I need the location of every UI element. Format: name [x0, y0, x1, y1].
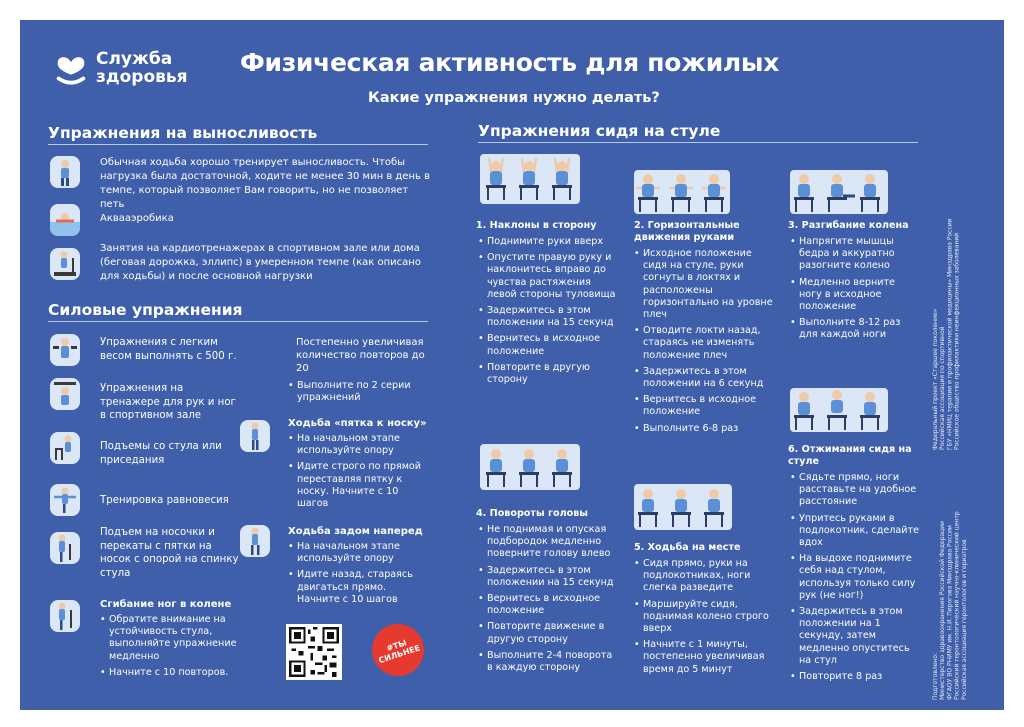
heel-toe-walk-icon — [240, 420, 270, 452]
endurance-item: Занятия на кардиотренажерах в спортивном зале или дома (беговая дорожка, эллипс) в умеренном темпе (как описано для ходьбы) и после основной нагрузки — [100, 243, 421, 282]
list-item: • Медленно верните ногу в исходное положение — [790, 277, 918, 314]
list-item: • Задержитесь в этом положении на 1 секунду, затем медленно опуститесь на стул — [790, 606, 920, 667]
credits-prepared: Подготовлено: Министерство здравоохранения Российской Федерации ФГАОУ ВО РНИМУ им. Н.И. Пирогова Минздрава России Российский геронтологический научно-клинический центр Российская ассоциация геронтологов и гериатров — [932, 511, 968, 700]
list-item: • Повторите движение в другую сторону — [478, 621, 618, 645]
list-item: • Повторите 8 раз — [790, 671, 920, 683]
knee-bend-icon — [50, 600, 80, 632]
strength-item: Тренировка равновесия — [100, 495, 229, 506]
gym-machine-icon — [50, 378, 80, 410]
walking-person-icon — [50, 156, 80, 188]
page-title: Физическая активность для пожилых — [240, 48, 780, 77]
list-item: • Идите строго по прямой переставляя пятку к носку. Начните с 10 шагов — [288, 461, 428, 510]
heel-toe-title: Ходьба «пятка к носку» — [288, 418, 427, 429]
strength-item: Подъемы со стула или приседания — [100, 441, 222, 466]
list-item: • На начальном этапе используйте опору — [288, 433, 428, 457]
backward-walk-icon — [240, 525, 270, 557]
exercise-4-list — [478, 524, 618, 678]
backward-walk-title: Ходьба задом наперед — [288, 526, 423, 537]
knee-bend-list — [100, 614, 240, 683]
heart-smile-icon — [52, 48, 90, 88]
exercise-1-list — [478, 236, 616, 390]
list-item: • Сядьте прямо, ноги расставьте на удобное расстояние — [790, 472, 920, 509]
strength-title: Силовые упражнения — [48, 301, 243, 319]
exercise-1-title: 1. Наклоны в сторону — [476, 220, 597, 231]
chair-squat-icon — [50, 432, 80, 464]
list-item: • Задержитесь в этом положении на 15 секунд — [478, 305, 616, 329]
page-subtitle: Какие упражнения нужно делать? — [368, 90, 660, 106]
exercise-6-title: 6. Отжимания сидя на стуле — [788, 444, 912, 467]
logo-line-2: здоровья — [96, 67, 188, 87]
list-item: • Выполните по 2 серии упражнений — [288, 380, 428, 404]
exercise-2-title: 2. Горизонтальные движения руками — [634, 220, 740, 243]
list-item: • Сидя прямо, руки на подлокотниках, ноги слегка разведите — [634, 558, 774, 595]
logo — [52, 48, 188, 88]
swimmer-icon — [50, 204, 80, 236]
qr-code[interactable] — [286, 624, 342, 680]
chair-pushup-illustration — [790, 388, 888, 432]
exercise-5-list — [634, 558, 774, 680]
list-item: • Вернитесь в исходное положение — [478, 593, 618, 617]
list-item: • Задержитесь в этом положении на 6 секунд — [634, 366, 774, 390]
slogan-badge: #ТЫ СИЛЬНЕЕ — [365, 617, 431, 683]
list-item: • Обратите внимание на устойчивость стула, выполняйте упражнение медленно — [100, 614, 240, 663]
arm-movement-illustration — [634, 170, 730, 214]
strength-item: Упражнения с легким весом выполнять с 500 г. — [100, 337, 237, 362]
heel-toe-list — [288, 433, 428, 514]
list-item: • Идите назад, стараясь двигаться прямо. Начните с 10 шагов — [288, 569, 428, 606]
credits-project: Федеральный проект «Старшее поколение» Российская ассоциация по спортивной ГБУ «НМИЦ терапии и профилактической медицины» Минздрава России Российское общество профилактики неинфекционных заболеваний — [932, 218, 961, 450]
list-item: • На начальном этапе используйте опору — [288, 541, 428, 565]
reps-list — [288, 380, 428, 408]
list-item: • Упритесь руками в подлокотник, сделайте вдох — [790, 513, 920, 550]
backward-walk-list — [288, 541, 428, 610]
dumbbell-person-icon — [50, 334, 80, 366]
list-item: • Задержитесь в этом положении на 15 секунд — [478, 565, 618, 589]
list-item: • Выполните 2-4 поворота в каждую сторону — [478, 650, 618, 674]
side-bend-illustration — [480, 154, 580, 204]
seated-march-illustration — [634, 484, 732, 530]
list-item: • Напрягите мышцы бедра и аккуратно разогните колено — [790, 236, 918, 273]
tiptoe-icon — [50, 532, 80, 564]
endurance-item: Аквааэробика — [100, 213, 174, 224]
endurance-title: Упражнения на выносливость — [48, 124, 318, 142]
list-item: • Выполните 6-8 раз — [634, 423, 774, 435]
head-turn-illustration — [480, 444, 580, 490]
exercise-2-list — [634, 248, 774, 439]
list-item: • Исходное положение сидя на стуле, руки согнуты в локтях и расположены горизонтально на уровне плеч — [634, 248, 774, 321]
treadmill-icon — [50, 248, 80, 280]
strength-item: Подъем на носочки и перекаты с пятки на носок с опорой на спинку стула — [100, 527, 239, 579]
list-item: • Отводите локти назад, стараясь не изменять положение плеч — [634, 325, 774, 362]
endurance-item: Обычная ходьба хорошо тренирует выносливость. Чтобы нагрузка была достаточной, ходите не менее 30 мин в день в темпе, который позволяет Вам говорить, но не позволяет петь — [100, 157, 430, 210]
exercise-6-list — [790, 472, 920, 687]
poster — [20, 20, 1004, 710]
reps-text: Постепенно увеличивая количество повторов до 20 — [296, 337, 425, 374]
divider — [48, 144, 428, 145]
divider — [48, 321, 428, 322]
balance-person-icon — [50, 484, 80, 516]
list-item: • Маршируйте сидя, поднимая колено строго вверх — [634, 599, 774, 636]
logo-line-1: Служба — [96, 49, 173, 69]
strength-item: Упражнения на тренажере для рук и ног в спортивном зале — [100, 383, 236, 421]
exercise-5-title: 5. Ходьба на месте — [634, 542, 741, 553]
list-item: • Не поднимая и опуская подбородок медленно поверните голову влево — [478, 524, 618, 561]
exercise-3-list — [790, 236, 918, 346]
list-item: • Начните с 1 минуты, постепенно увеличивая время до 5 минут — [634, 639, 774, 676]
list-item: • На выдохе поднимите себя над стулом, используя только силу рук (не ног!) — [790, 553, 920, 602]
exercise-4-title: 4. Повороты головы — [476, 508, 588, 519]
knee-bend-title: Сгибание ног в колене — [100, 599, 232, 610]
exercise-3-title: 3. Разгибание колена — [788, 220, 909, 231]
list-item: • Поднимите руки вверх — [478, 236, 616, 248]
chair-title: Упражнения сидя на стуле — [478, 122, 721, 140]
list-item: • Опустите правую руку и наклонитесь вправо до чувства растяжения левой стороны туловища — [478, 252, 616, 301]
list-item: • Повторите в другую сторону — [478, 362, 616, 386]
list-item: • Выполните 8-12 раз для каждой ноги — [790, 317, 918, 341]
knee-extension-illustration — [790, 170, 888, 214]
divider — [478, 142, 918, 143]
list-item: • Вернитесь в исходное положение — [478, 333, 616, 357]
logo-text — [96, 50, 188, 86]
list-item: • Вернитесь в исходное положение — [634, 394, 774, 418]
list-item: • Начните с 10 повторов. — [100, 667, 240, 679]
